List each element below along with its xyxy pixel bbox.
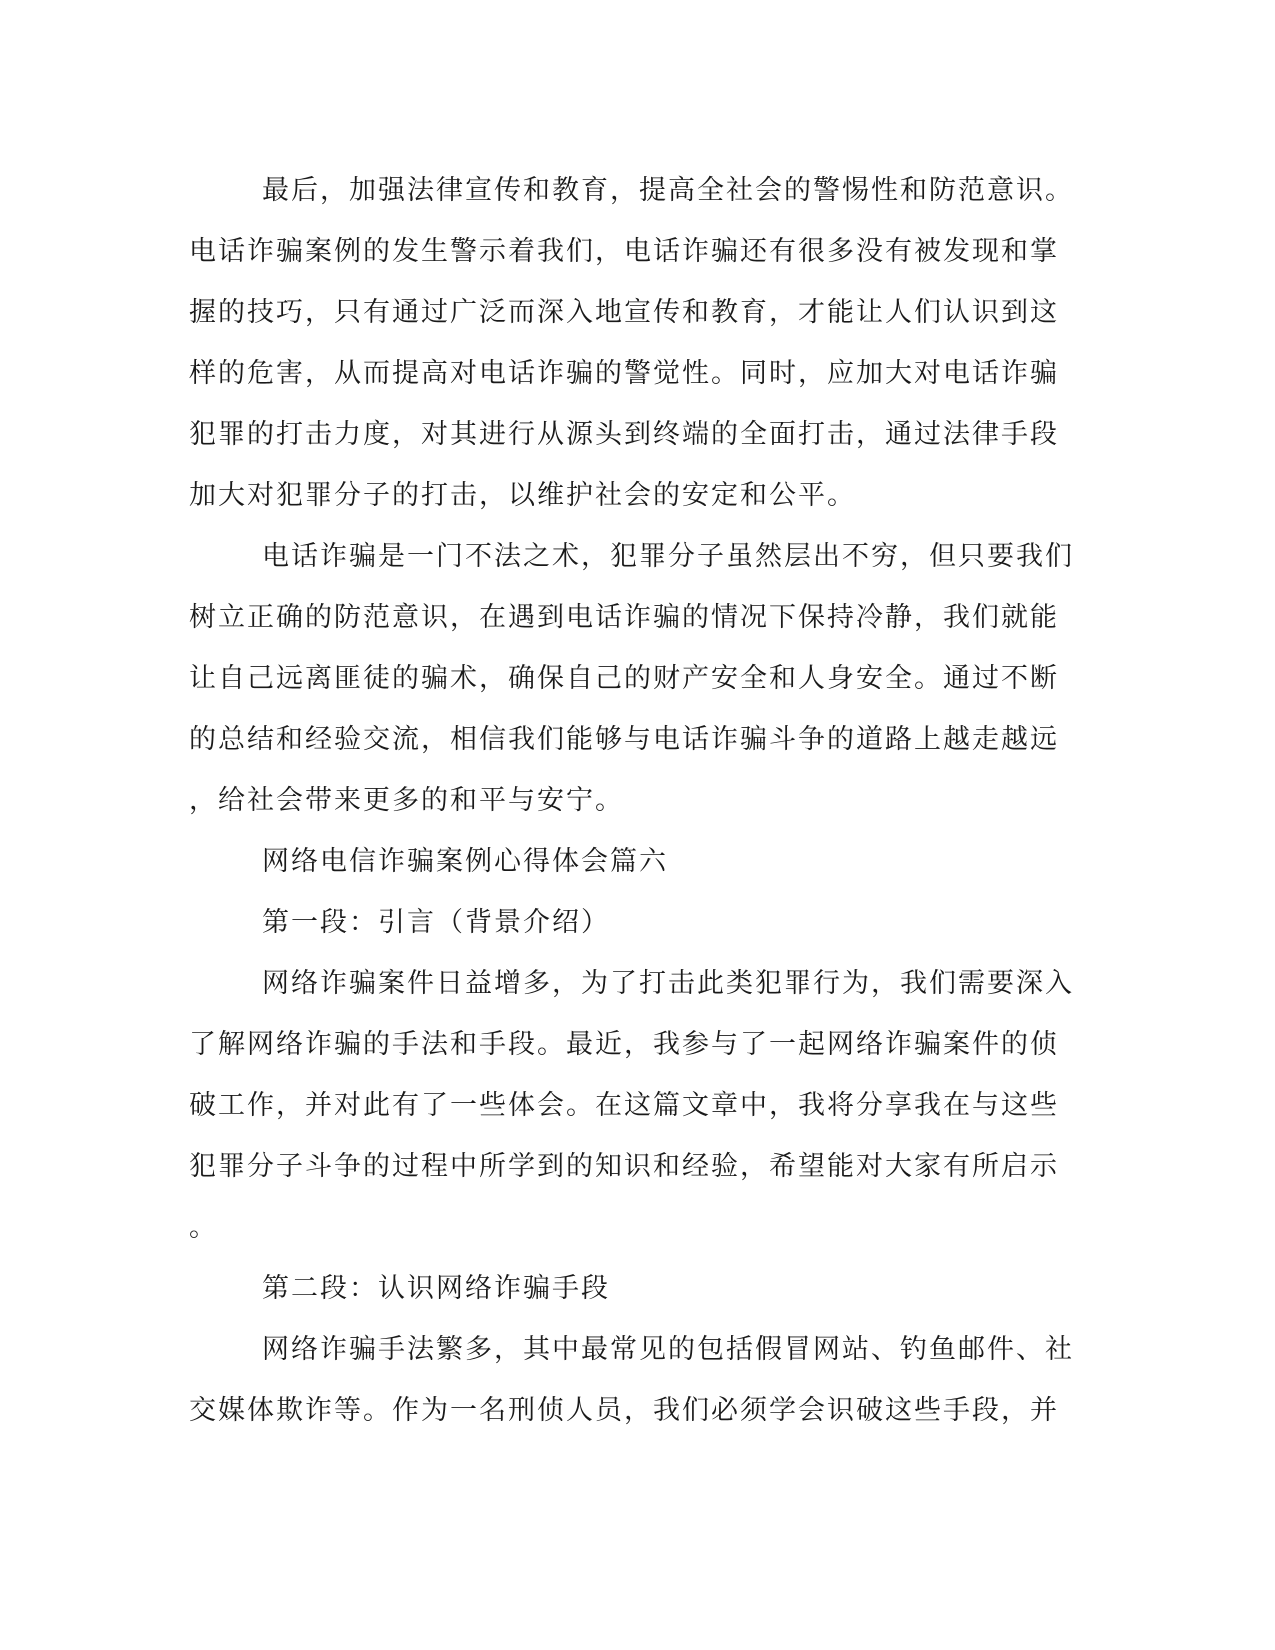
document-body: [189, 160, 1074, 1441]
text-line: 第一段：引言（背景介绍）: [262, 907, 610, 938]
text-line: 网络诈骗案件日益增多，为了打击此类犯罪行为，我们需要深入: [262, 968, 1074, 999]
text-line: 破工作，并对此有了一些体会。在这篇文章中，我将分享我在与这些: [189, 1090, 1059, 1121]
paragraph: [189, 526, 1074, 831]
text-line: 犯罪的打击力度，对其进行从源头到终端的全面打击，通过法律手段: [189, 419, 1059, 450]
subsection-heading: [189, 1258, 1069, 1319]
text-line: 网络电信诈骗案例心得体会篇六: [262, 846, 668, 877]
text-line: 样的危害，从而提高对电话诈骗的警觉性。同时，应加大对电话诈骗: [189, 358, 1059, 389]
text-line: 了解网络诈骗的手法和手段。最近，我参与了一起网络诈骗案件的侦: [189, 1029, 1059, 1060]
text-line: 交媒体欺诈等。作为一名刑侦人员，我们必须学会识破这些手段，并: [189, 1395, 1059, 1426]
section-title: [189, 831, 1069, 892]
paragraph: [189, 1319, 1074, 1441]
paragraph: [189, 160, 1074, 526]
text-line: 树立正确的防范意识，在遇到电话诈骗的情况下保持冷静，我们就能: [189, 602, 1059, 633]
text-line: 最后，加强法律宣传和教育，提高全社会的警惕性和防范意识。: [262, 175, 1074, 206]
paragraph: [189, 953, 1074, 1258]
text-line: 电话诈骗案例的发生警示着我们，电话诈骗还有很多没有被发现和掌: [189, 236, 1059, 267]
text-line: 网络诈骗手法繁多，其中最常见的包括假冒网站、钓鱼邮件、社: [262, 1334, 1074, 1365]
text-line: 让自己远离匪徒的骗术，确保自己的财产安全和人身安全。通过不断: [189, 663, 1059, 694]
text-line: 电话诈骗是一门不法之术，犯罪分子虽然层出不穷，但只要我们: [262, 541, 1074, 572]
text-line: 犯罪分子斗争的过程中所学到的知识和经验，希望能对大家有所启示: [189, 1151, 1059, 1182]
text-line: 第二段：认识网络诈骗手段: [262, 1273, 610, 1304]
text-line: 握的技巧，只有通过广泛而深入地宣传和教育，才能让人们认识到这: [189, 297, 1059, 328]
text-line: ，给社会带来更多的和平与安宁。: [189, 785, 624, 816]
text-line: 。: [189, 1212, 218, 1243]
text-line: 加大对犯罪分子的打击，以维护社会的安定和公平。: [189, 480, 856, 511]
text-line: 的总结和经验交流，相信我们能够与电话诈骗斗争的道路上越走越远: [189, 724, 1059, 755]
subsection-heading: [189, 892, 1069, 953]
